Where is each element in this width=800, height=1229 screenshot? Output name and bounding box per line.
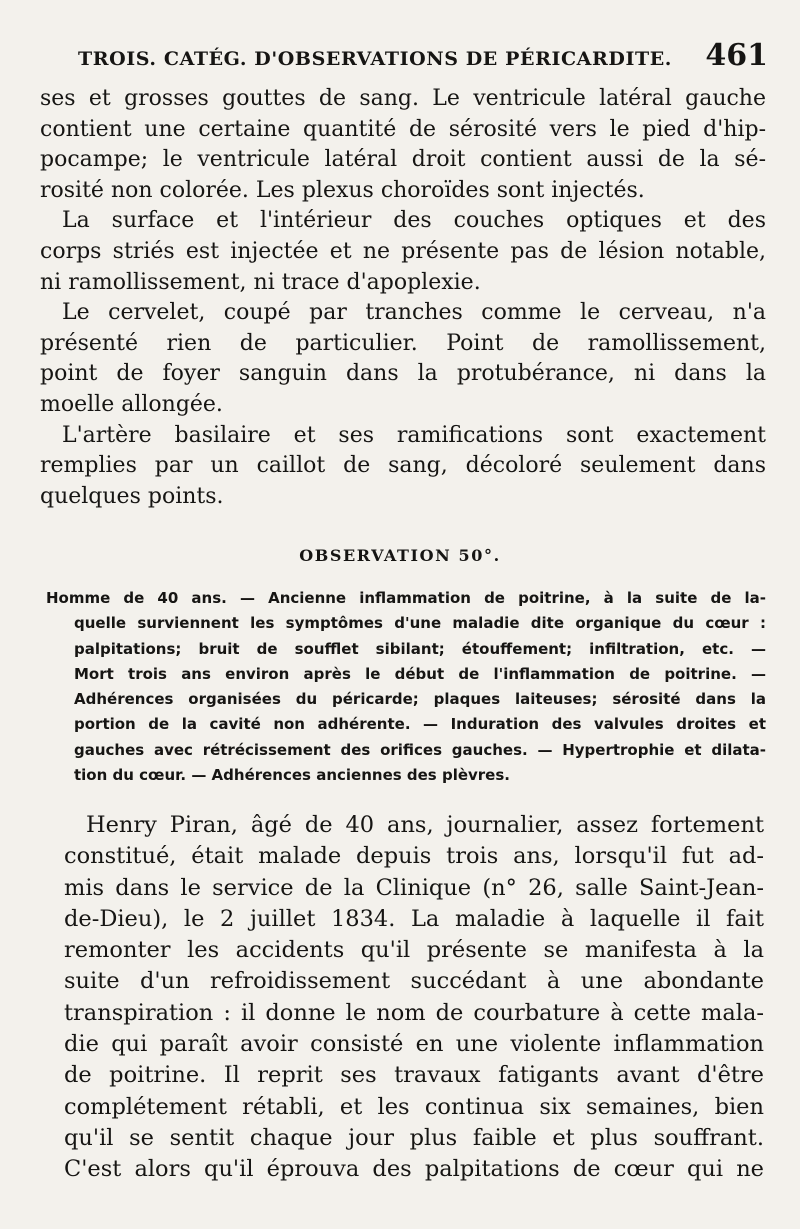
text-line: ni ramollissement, ni trace d'apoplexie.: [40, 269, 481, 295]
text-line: constitué, était malade depuis trois ans, lorsqu'il fut ad-: [64, 843, 764, 870]
summary-line: Homme de 40 ans. — Ancienne inflammation de poitrine, à la suite de la-: [46, 589, 766, 607]
summary-line: Mort trois ans environ après le début de l'inflammation de poitrine. —: [74, 664, 766, 683]
summary-line: quelle surviennent les symptômes d'une maladie dite organique du cœur :: [74, 614, 766, 633]
text-line: remplies par un caillot de sang, décoloré seulement dans: [40, 453, 766, 479]
summary-line: portion de la cavité non adhérente. — Induration des valvules droites et: [74, 715, 766, 734]
summary-line: palpitations; bruit de soufflet sibilant; étouffement; infiltration, etc. —: [74, 639, 766, 658]
text-line: de poitrine. Il reprit ses travaux fatigants avant d'être: [64, 1062, 764, 1089]
page-header: [78, 38, 768, 74]
text-line: qu'il se sentit chaque jour plus faible et plus souffrant.: [64, 1124, 764, 1151]
observation-title: OBSERVATION 50°.: [299, 546, 501, 565]
text-line: La surface et l'intérieur des couches optiques et des: [62, 208, 766, 234]
text-block-top: [40, 84, 766, 512]
text-line: quelques points.: [40, 483, 224, 509]
text-line: point de foyer sanguin dans la protubérance, ni dans la: [40, 361, 766, 387]
text-line: présenté rien de particulier. Point de ramollissement,: [40, 330, 766, 356]
text-line: suite d'un refroidissement succédant à une abondante: [64, 968, 764, 995]
text-line: corps striés est injectée et ne présente pas de lésion notable,: [40, 238, 766, 264]
running-head: TROIS. CATÉG. D'OBSERVATIONS DE PÉRICARDITE.: [78, 48, 673, 70]
text-line: ses et grosses gouttes de sang. Le ventricule latéral gauche: [40, 86, 766, 111]
text-line: Henry Piran, âgé de 40 ans, journalier, assez fortement: [86, 812, 764, 838]
text-line: C'est alors qu'il éprouva des palpitations de cœur qui ne: [64, 1156, 764, 1183]
text-line: contient une certaine quantité de sérosité vers le pied d'hip-: [40, 116, 766, 142]
text-line: mis dans le service de la Clinique (n° 26, salle Saint-Jean-: [64, 874, 764, 901]
text-block-bottom: [64, 810, 764, 1186]
text-line: rosité non colorée. Les plexus choroïdes sont injectés.: [40, 177, 645, 203]
observation-summary: [46, 586, 766, 788]
text-line: transpiration : il donne le nom de courbature à cette mala-: [64, 999, 764, 1026]
text-line: remonter les accidents qu'il présente se manifesta à la: [64, 937, 764, 964]
text-line: L'artère basilaire et ses ramifications sont exactement: [62, 422, 766, 448]
text-line: die qui paraît avoir consisté en une violente inflammation: [64, 1031, 764, 1058]
summary-line: gauches avec rétrécissement des orifices gauches. — Hypertrophie et dilata-: [74, 740, 766, 759]
text-line: Le cervelet, coupé par tranches comme le cerveau, n'a: [62, 300, 766, 326]
summary-line: tion du cœur. — Adhérences anciennes des plèvres.: [74, 766, 510, 785]
text-line: de-Dieu), le 2 juillet 1834. La maladie à laquelle il fait: [64, 905, 764, 932]
summary-line: Adhérences organisées du péricarde; plaques laiteuses; sérosité dans la: [74, 690, 766, 709]
text-line: moelle allongée.: [40, 391, 223, 417]
text-line: pocampe; le ventricule latéral droit contient aussi de la sé-: [40, 147, 766, 173]
page-number: 461: [705, 38, 768, 73]
text-line: complétement rétabli, et les continua six semaines, bien: [64, 1093, 764, 1120]
